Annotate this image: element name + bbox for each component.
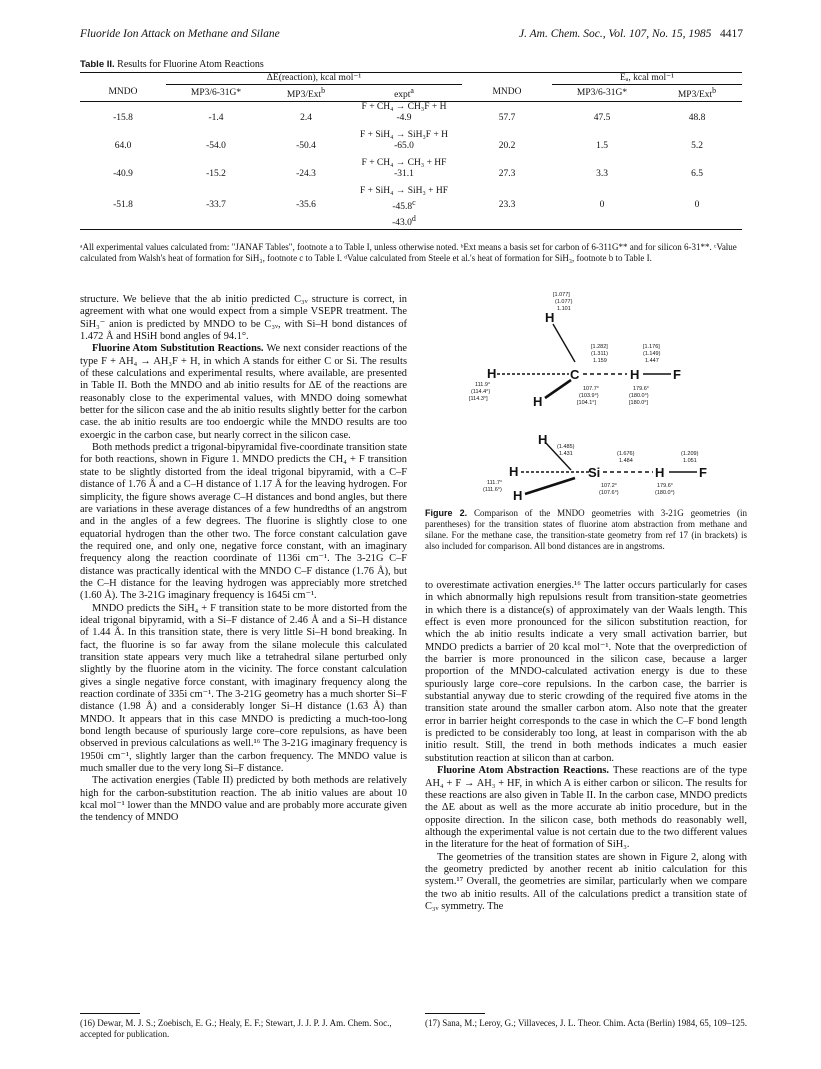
paragraph: Fluorine Atom Substitution Reactions. We next consider reactions of the type F + AH₄ → AH₃F + H, in which A stands for either C or Si. The results of these calculations and experimental results, where available, are presented in Table II. Both the MNDO and ab initio results for ΔE of the reactions are reasonably close to the experimental values, with MNDO doing somewhat better for the silicon case and the ab initio results slightly better for the carbon case. the ab initio results are too endoergic while the MNDO results are too exoergic in the carbon case, but nearly correct in the silicon case. <box>80 343 407 441</box>
atom-label: C <box>570 367 580 382</box>
bond-length-label: 1.484 <box>619 458 633 464</box>
paragraph: MNDO predicts the SiH₄ + F transition state to be more distorted from the ideal trigonal bipyramid, with a Si–F distance of 2.46 Å and a Si–H distance of 1.44 Å. In this transition state, there is very little Si–H bond breaking. In fact, the fluorine is so far away from the silane molecule this calculated transition state appears very much like a tetrahedral silane perturbed only slightly by the fluorine atom in the vicinity. The force constant calculation gives a single negative force constant, with imaginary frequency along the reaction cordinate of 335i cm⁻¹. The 3-21G geometry has a much shorter Si–F distance (1.98 Å) and a considerably longer Si–H distance (1.63 Å) than MNDO. It appears that in this case MNDO is predicting a much-too-long bond length because of spuriously large core–core repulsions, as have been observed in previous calculations as well.¹⁶ The 3-21G imaginary frequency is 1950i cm⁻¹, slightly larger than the carbon frequency. The MNDO value is much smaller due to the very long Si–F distance. <box>80 602 407 775</box>
angle-label: (180.0°) <box>655 490 675 496</box>
angle-label: (180.0°) <box>629 393 649 399</box>
column-header: MP3/Ext$^b$ <box>286 86 326 101</box>
atom-label: H <box>655 465 665 480</box>
table-caption-label: Table II. <box>80 59 115 70</box>
angle-label: 179.6° <box>657 483 673 489</box>
paragraph: Both methods predict a trigonal-bipyramidal five-coordinate transition state for both reactions, shown in Figure 1. MNDO predicts the CH₄ + F transition state to be slightly distorted from the ideal trigonal bipyramid, with a C–F distance of 1.76 Å and a C–H distance of 1.17 Å for the leaving hydrogen. For simplicity, the figure shows average C–H distances and bond angles, but there are variations in these average distances of a few hundredths of an angstrom and in the angles of a few degrees. The fluorine is slightly close to one equatorial hydrogen than the other two. The force constant calculation gave the required one, and only one, negative force constant, with an imaginary frequency along the reaction coordinate of 1136i cm⁻¹. The 3-21G C–F distance was practically identical with the MNDO C–F distance (1.76 Å), but the C–H distance for the leaving hydrogen was appreciably more stretched (1.60 Å). The 3-21G imaginary frequency is 1645i cm⁻¹. <box>80 442 407 602</box>
bond-length-label: 1.101 <box>557 306 571 312</box>
group-header-ea: Eₐ, kcal mol⁻¹ <box>552 73 742 85</box>
atom-label: H <box>630 367 640 382</box>
group-header-deltaE: ΔE(reaction), kcal mol⁻¹ <box>166 73 462 85</box>
table-row: -40.9 -15.2 -24.3 -31.1 27.3 3.3 6.5 <box>113 169 703 180</box>
atom-label: F <box>699 465 707 480</box>
paragraph: The geometries of the transition states are shown in Figure 2, along with the geometry predicted by another recent ab initio calculation for this system.¹⁷ Overall, the geometries are similar, particularly when we compare the two ab initio results. All of the calculations predict a transition state of C₃ᵥ symmetry. The <box>425 851 747 912</box>
right-text-column <box>425 580 747 913</box>
bond-length-label: 1.051 <box>683 458 697 464</box>
atom-label: H <box>513 488 523 502</box>
column-header: MP3/Ext$^b$ <box>677 86 717 101</box>
angle-label: (107.6°) <box>599 490 619 496</box>
angle-label: [114.3°] <box>469 396 488 402</box>
figure-caption <box>425 508 747 552</box>
angle-label: 179.6° <box>633 386 649 392</box>
bond-length-label: 1.431 <box>559 451 573 457</box>
table-caption-text: Results for Fluorine Atom Reactions <box>117 59 264 70</box>
bond-length-label: 1.447 <box>645 358 659 364</box>
figure-caption-label: Figure 2. <box>425 508 468 518</box>
column-header: MNDO <box>108 87 138 98</box>
reaction-label: F + CH₄ → CH₃F + H <box>361 102 447 113</box>
reaction-label: F + SiH₄ → SiH₃F + H <box>359 130 449 141</box>
atom-label: Si <box>588 465 601 480</box>
running-header-journal <box>519 28 743 40</box>
angle-label: 111.9° <box>475 382 491 388</box>
table-row: -15.8 -1.4 2.4 -4.9 57.7 47.5 48.8 <box>113 113 706 124</box>
left-text-column <box>80 294 407 825</box>
figure-2-diagram <box>425 282 747 502</box>
section-heading: Fluorine Atom Abstraction Reactions. <box>437 765 613 777</box>
reaction-label: F + SiH₄ → SiH₃ + HF <box>359 186 449 197</box>
paragraph: structure. We believe that the ab initio predicted C₃ᵥ structure is correct, in agreement with what one would expect from a simple VSEPR treatment. The SiH₃⁻ anion is predicted by MNDO to be C₃ᵥ, with Si–H bond distances of 1.472 Å and HSiH bond angles of 94.1°. <box>80 294 407 343</box>
atom-label: H <box>487 366 497 381</box>
bond-length-label: [1.282] <box>591 344 608 350</box>
angle-label: 111.7° <box>487 480 503 486</box>
bond-length-label: (1.311) <box>591 351 609 357</box>
bond-length-label: (1.209) <box>681 451 699 457</box>
angle-label: (114.4°) <box>471 389 491 395</box>
atom-label: H <box>538 432 548 447</box>
column-header: MP3/6-31G* <box>576 87 628 98</box>
angle-label: 107.2° <box>601 483 617 489</box>
bond-length-label: (1.149) <box>643 351 661 357</box>
angle-label: [104.1°] <box>577 400 597 406</box>
angle-label: [180.0°] <box>629 400 649 406</box>
table-cell-extra: -43.0 <box>392 218 412 229</box>
atom-label: H <box>533 394 543 409</box>
bond-length-label: (1.077) <box>555 299 573 305</box>
column-header: expt$^a$ <box>394 86 414 101</box>
paragraph: Fluorine Atom Abstraction Reactions. These reactions are of the type AH₄ + F → AH₃ + HF, in which A is either carbon or silicon. The results for these reactions are also given in Table II. In the carbon case, MNDO predicts the ΔE about as well as the more accurate ab initio procedure, but in the opposite direction. In the silicon case, both methods do reasonably well, although the experimental value is not certain due to the two different values in the literature for the heat of formation of SiH₃. <box>425 765 747 851</box>
reaction-label: F + CH₄ → CH₃ + HF <box>361 158 447 169</box>
table-row: 64.0 -54.0 -50.4 -65.0 20.2 1.5 5.2 <box>114 141 703 152</box>
atom-label: H <box>545 310 555 325</box>
figure-caption-text: Comparison of the MNDO geometries with 3-21G geometries (in parentheses) for the transition states of fluorine atom abstraction from methane and silane. For the methane case, the transition-state geometry from ref 17 (in brackets) is also included for comparison. All bond distances are in angstroms. <box>425 508 747 551</box>
bond-length-label: (1.676) <box>617 451 635 457</box>
footnote-rule <box>425 1013 485 1014</box>
bond-length-label: [1.077] <box>553 292 570 298</box>
footnote-rule <box>80 1013 140 1014</box>
results-table: ΔE(reaction), kcal mol⁻¹ Eₐ, kcal mol⁻¹ MNDO MP3/6-31G* MP3/Ext$^b$ expt$^a$ MNDO MP3/6-31G* MP3/Ext$^b$ F + CH₄ → CH₃F + H -15.8 -1.4 2.4 -4.9 57.7 47.5 48.8 F + SiH₄ → SiH₃F + H 64.0 -54.0 -50.4 -65.0 20.2 1.5 5.2 F + CH₄ → CH₃ + HF -40.9 -15.2 -24.3 -31.1 27.3 3.3 6.5 F + SiH₄ → SiH₃ + HF -51.8 -33.7 -35.6 -45.8$^c$ 23.3 0 0 -43.0$^d$ <box>80 72 742 230</box>
atom-label: H <box>509 464 519 479</box>
angle-label: (111.6°) <box>483 487 502 493</box>
table-caption <box>80 59 264 70</box>
running-header-title: Fluoride Ion Attack on Methane and Silane <box>80 28 280 40</box>
bond-length-label: (1.485) <box>557 444 575 450</box>
bond-length-label: [1.176] <box>643 344 660 350</box>
page-number: 4417 <box>720 28 743 40</box>
angle-label: (103.9°) <box>579 393 599 399</box>
column-header: MNDO <box>492 87 522 98</box>
footnote-16: (16) Dewar, M. J. S.; Zoebisch, E. G.; Healy, E. F.; Stewart, J. J. P. J. Am. Chem. Soc., accepted for publication. <box>80 1018 392 1039</box>
footnote-17: (17) Sana, M.; Leroy, G.; Villaveces, J. L. Theor. Chim. Acta (Berlin) 1984, 65, 109–125. <box>425 1018 747 1028</box>
angle-label: 107.7° <box>583 386 599 392</box>
section-heading: Fluorine Atom Substitution Reactions. <box>92 343 267 355</box>
paragraph: The activation energies (Table II) predicted by both methods are relatively high for the carbon-substitution reaction. The ab initio values are about 10 kcal mol⁻¹ lower than the MNDO value and are probably more accurate given the tendency of MNDO <box>80 775 407 824</box>
journal-citation: J. Am. Chem. Soc., Vol. 107, No. 15, 1985 <box>518 28 712 40</box>
table-row: -51.8 -33.7 -35.6 -45.8$^c$ 23.3 0 0 <box>113 198 700 213</box>
bond-length-label: 1.159 <box>593 358 607 364</box>
paragraph: to overestimate activation energies.¹⁶ The latter occurs particularly for cases in which abnormally high repulsions result from transition-state geometries in which there is a distance(s) of approximately van der Waals length. This effect is even more pronounced for the silicon substitution reaction, for which the ab initio results indicate a very small activation barrier, but MNDO predicts a barrier of 20 kcal mol⁻¹. Note that the overprediction of the barrier is more pronounced in the silicon case, because a larger proportion of the MNDO-calculated activation energy is due to these spuriously large core–core repulsions. In the carbon case, the barrier is substantial anyway due to steric crowding of the required five atoms in the transition state around the smaller carbon atom. Also note that the greater error in barrier height corresponds to the case in which the C–F bond length is predicted to be considerably too long, at least in comparison with the ab initio result. Still, the trend in both methods indicates a much easier substitution reaction at silicon than at carbon. <box>425 580 747 764</box>
atom-label: F <box>673 367 681 382</box>
column-header: MP3/6-31G* <box>190 87 242 98</box>
table-footnote: ᵃAll experimental values calculated from: "JANAF Tables", footnote a to Table I, unless otherwise noted. ᵇExt means a basis set for carbon of 6-311G** and for silicon 6-31**. ᶜValue calculated from Walsh's heat of formation for SiH₃, footnote c to Table I. ᵈValue calculated from Steele et al.'s heat of formation for SiH₃, footnote b to Table I. <box>80 242 737 263</box>
